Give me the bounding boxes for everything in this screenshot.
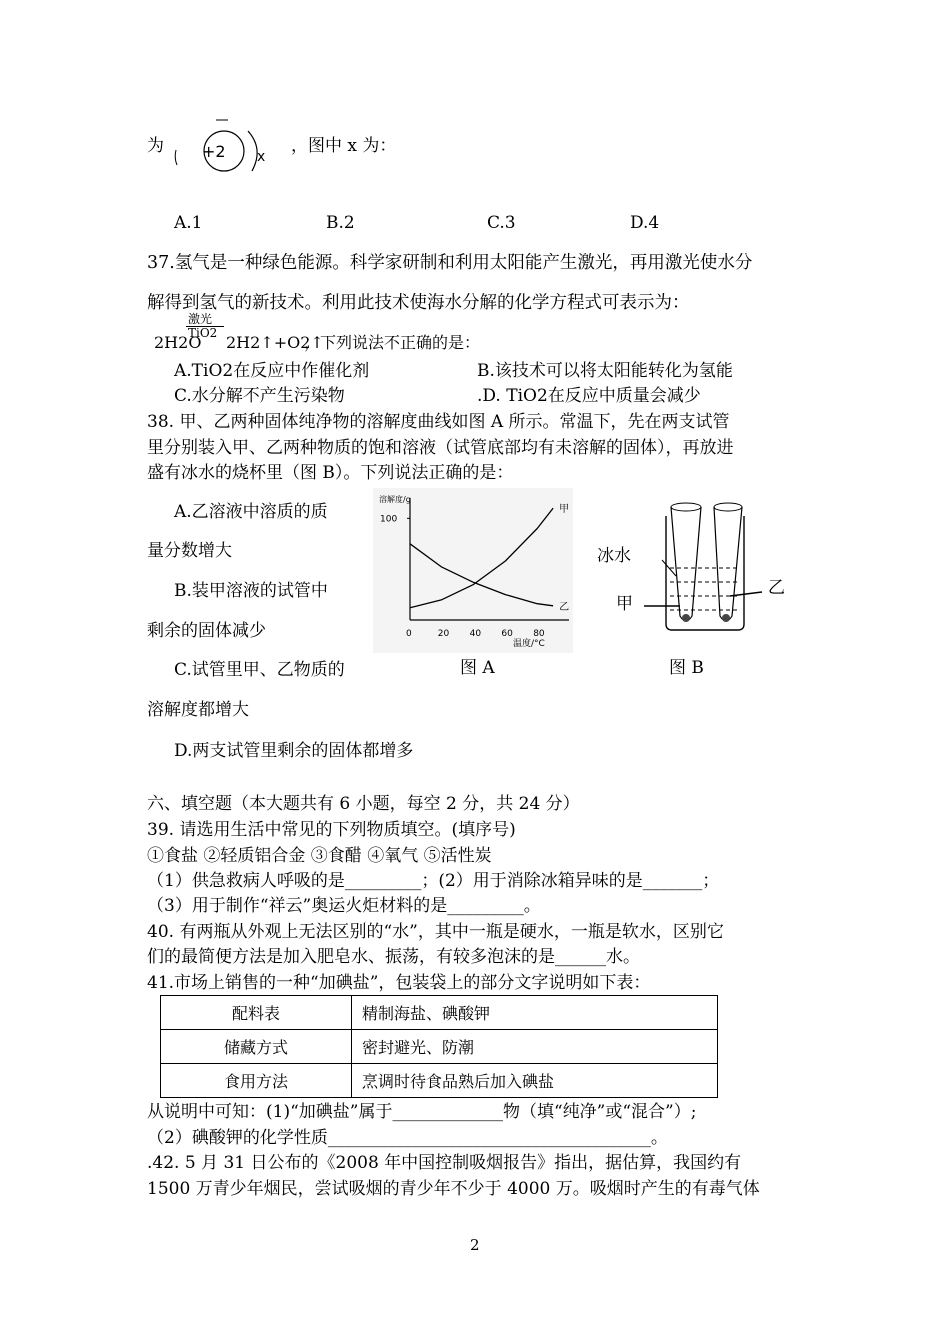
x-tick-label: 80 <box>533 629 545 639</box>
q39-items: ①食盐 ②轻质铝合金 ③食醋 ④氧气 ⑤活性炭 <box>147 846 492 866</box>
q36-option-a: A.1 <box>174 213 203 233</box>
q37-line1: 37.氢气是一种绿色能源。科学家研制和利用太阳能产生激光，再用激光使水分 <box>147 253 753 273</box>
q39-line1: （1）供急救病人呼吸的是_________；(2）用于消除冰箱异味的是_______； <box>147 871 720 891</box>
series-label-yi: 乙 <box>559 601 570 613</box>
q36-option-b: B.2 <box>326 213 355 233</box>
q37-option-c: C.水分解不产生污染物 <box>174 386 345 406</box>
q38-line2: 里分别装入甲、乙两种物质的饱和溶液（试管底部均有未溶解的固体），再放进 <box>147 438 734 458</box>
figure-b-tube-jia-label: 甲 <box>616 594 633 614</box>
q40-line1: 40. 有两瓶从外观上无法区别的“水”，其中一瓶是硬水，一瓶是软水，区别它 <box>147 922 724 942</box>
electron-count-x: x <box>257 149 266 165</box>
x-tick-label: 0 <box>406 629 412 639</box>
series-line-jia <box>410 508 553 608</box>
y-axis-label: 溶解度/g <box>379 495 411 504</box>
reaction-catalyst: TiO2 <box>188 326 218 340</box>
q36-option-d: D.4 <box>630 213 660 233</box>
q38-line1: 38. 甲、乙两种固体纯净物的溶解度曲线如图 A 所示。常温下，先在两支试管 <box>147 412 730 432</box>
q41-line2: （2）碘酸钾的化学性质______________________________________。 <box>147 1128 668 1148</box>
section-6-heading: 六、填空题（本大题共有 6 小题，每空 2 分，共 24 分） <box>147 794 580 814</box>
table-row <box>161 996 718 1030</box>
equation-lhs: 2H2O <box>154 333 202 352</box>
q39-line2: （3）用于制作“祥云”奥运火炬材料的是_________。 <box>147 896 541 916</box>
figure-b-caption: 图 B <box>669 658 704 678</box>
q38-option-a-2: 量分数增大 <box>147 541 232 561</box>
table-cell-label: 食用方法 <box>161 1064 352 1098</box>
figure-b-tube-yi-label: 乙 <box>768 578 785 598</box>
q42-line2: 1500 万青少年烟民，尝试吸烟的青少年不少于 4000 万。吸烟时产生的有毒气体 <box>147 1179 760 1199</box>
q39-stem: 39. 请选用生活中常见的下列物质填空。(填序号) <box>147 820 516 840</box>
q42-line1: .42. 5 月 31 日公布的《2008 年中国控制吸烟报告》指出，据估算，我国约有 <box>147 1153 742 1173</box>
solubility-chart <box>373 488 573 653</box>
x-axis-label: 温度/°C <box>513 639 545 649</box>
figure-b-ice-water-label: 冰水 <box>597 546 631 566</box>
page-number: 2 <box>470 1236 480 1254</box>
q41-stem: 41.市场上销售的一种“加碘盐”，包装袋上的部分文字说明如下表： <box>147 973 651 993</box>
nucleus-charge: +2 <box>202 142 226 161</box>
series-label-jia: 甲 <box>559 504 570 516</box>
table-cell-value: 精制海盐、碘酸钾 <box>352 996 718 1030</box>
table-cell-label: 配料表 <box>161 996 352 1030</box>
q38-line3: 盛有冰水的烧杯里（图 B）。下列说法正确的是： <box>147 463 514 483</box>
figure-a-caption: 图 A <box>460 658 495 678</box>
q37-line2: 解得到氢气的新技术。利用此技术使海水分解的化学方程式可表示为： <box>147 293 690 313</box>
equation-tail: ，下列说法不正确的是： <box>304 333 481 352</box>
q38-option-c-2: 溶解度都增大 <box>147 700 249 720</box>
q38-option-c-1: C.试管里甲、乙物质的 <box>174 660 345 680</box>
q38-option-d: D.两支试管里剩余的固体都增多 <box>174 741 414 761</box>
table-cell-value: 烹调时待食品熟后加入碘盐 <box>352 1064 718 1098</box>
reaction-condition-laser: 激光 <box>188 312 213 326</box>
q36-suffix: ，图中 x 为： <box>291 136 397 156</box>
atom-structure-diagram <box>168 113 278 181</box>
q37-option-a: A.TiO2在反应中作催化剂 <box>174 361 370 381</box>
q38-option-b-2: 剩余的固体减少 <box>147 621 266 641</box>
table-cell-label: 储藏方式 <box>161 1030 352 1064</box>
q41-line1: 从说明中可知：(1)“加碘盐”属于_____________物（填“纯净”或“混合”）; <box>147 1102 697 1122</box>
q37-option-d: .D. TiO2在反应中质量会减少 <box>477 386 701 406</box>
beaker-diagram <box>640 496 770 636</box>
q36-option-c: C.3 <box>487 213 516 233</box>
q36-prefix: 为 <box>147 136 164 156</box>
table-row <box>161 1030 718 1064</box>
y-tick-label: 100 <box>380 514 398 525</box>
equation-rhs: 2H2↑+O2↑ <box>226 333 324 352</box>
table-row <box>161 1064 718 1098</box>
q38-option-a-1: A.乙溶液中溶质的质 <box>174 502 328 522</box>
q40-line2: 们的最简便方法是加入肥皂水、振荡，有较多泡沫的是______水。 <box>147 947 640 967</box>
x-tick-label: 60 <box>501 629 513 639</box>
x-tick-label: 40 <box>469 629 482 639</box>
series-line-yi <box>410 544 553 606</box>
q37-option-b: B.该技术可以将太阳能转化为氢能 <box>477 361 733 381</box>
iodized-salt-table <box>160 995 718 1098</box>
q38-option-b-1: B.装甲溶液的试管中 <box>174 581 328 601</box>
x-tick-label: 20 <box>437 629 450 639</box>
table-cell-value: 密封避光、防潮 <box>352 1030 718 1064</box>
